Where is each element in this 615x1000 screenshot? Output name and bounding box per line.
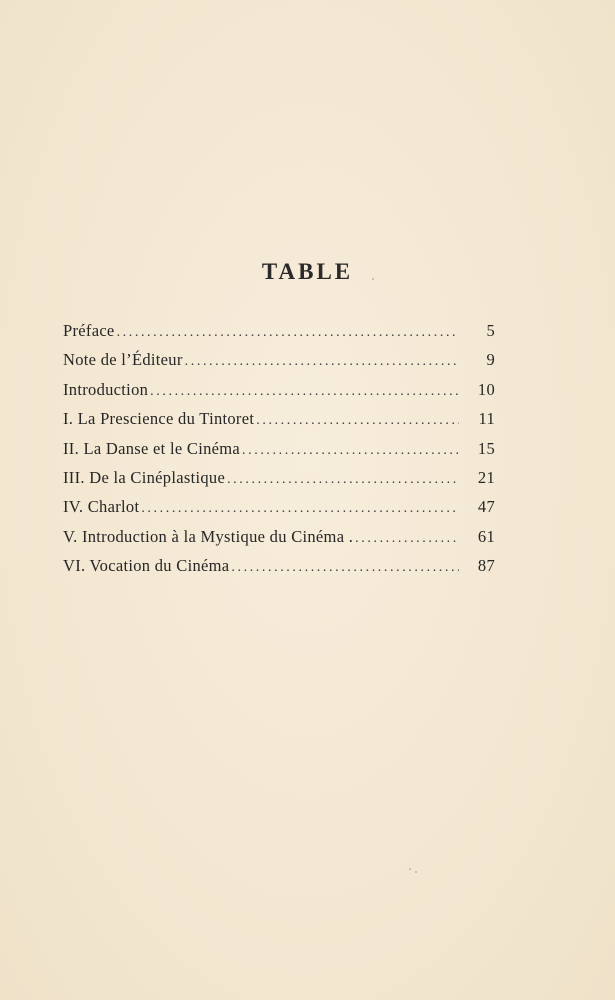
toc-entry-label: VI. Vocation du Cinéma xyxy=(63,556,230,576)
toc-entry-page: 15 xyxy=(477,438,495,458)
paper-speck xyxy=(372,278,374,280)
dot-leader xyxy=(256,413,459,429)
toc-entry-label: Note de l’Éditeur xyxy=(63,350,183,370)
toc-entry xyxy=(63,409,495,438)
paper-speck xyxy=(409,868,411,870)
table-of-contents xyxy=(63,321,495,586)
toc-entry-page: 9 xyxy=(486,350,495,370)
toc-entry-label: IV. Charlot xyxy=(63,497,140,517)
toc-entry-label: III. De la Cinéplastique xyxy=(63,467,226,487)
dot-leader xyxy=(117,325,459,341)
page-title: TABLE xyxy=(261,259,354,284)
toc-entry xyxy=(63,350,495,379)
toc-entry-label: Introduction xyxy=(63,379,149,399)
toc-entry xyxy=(63,380,495,409)
dot-leader xyxy=(355,531,459,547)
toc-entry xyxy=(63,468,495,497)
toc-entry-label: Préface xyxy=(63,321,115,340)
toc-entry xyxy=(63,497,495,526)
toc-entry-page: 61 xyxy=(477,526,495,546)
dot-leader xyxy=(227,472,459,488)
dot-leader xyxy=(231,560,459,576)
toc-entry-page: 21 xyxy=(477,467,495,487)
toc-entry-page: 11 xyxy=(478,409,495,429)
toc-entry-page: 47 xyxy=(477,497,495,517)
dot-leader xyxy=(141,501,459,517)
toc-entry-page: 5 xyxy=(486,321,495,340)
dot-leader xyxy=(185,354,459,370)
dot-leader xyxy=(150,384,459,400)
toc-entry-page: 87 xyxy=(477,556,495,576)
toc-entry xyxy=(63,527,495,556)
toc-entry-page: 10 xyxy=(477,379,495,399)
toc-entry xyxy=(63,321,495,350)
paper-speck xyxy=(415,871,417,873)
dot-leader xyxy=(242,443,459,459)
toc-entry xyxy=(63,439,495,468)
toc-entry-label: II. La Danse et le Cinéma xyxy=(63,438,241,458)
toc-entry xyxy=(63,556,495,585)
toc-entry-label: V. Introduction à la Mystique du Cinéma . xyxy=(63,526,354,546)
toc-entry-label: I. La Prescience du Tintoret xyxy=(63,409,255,429)
